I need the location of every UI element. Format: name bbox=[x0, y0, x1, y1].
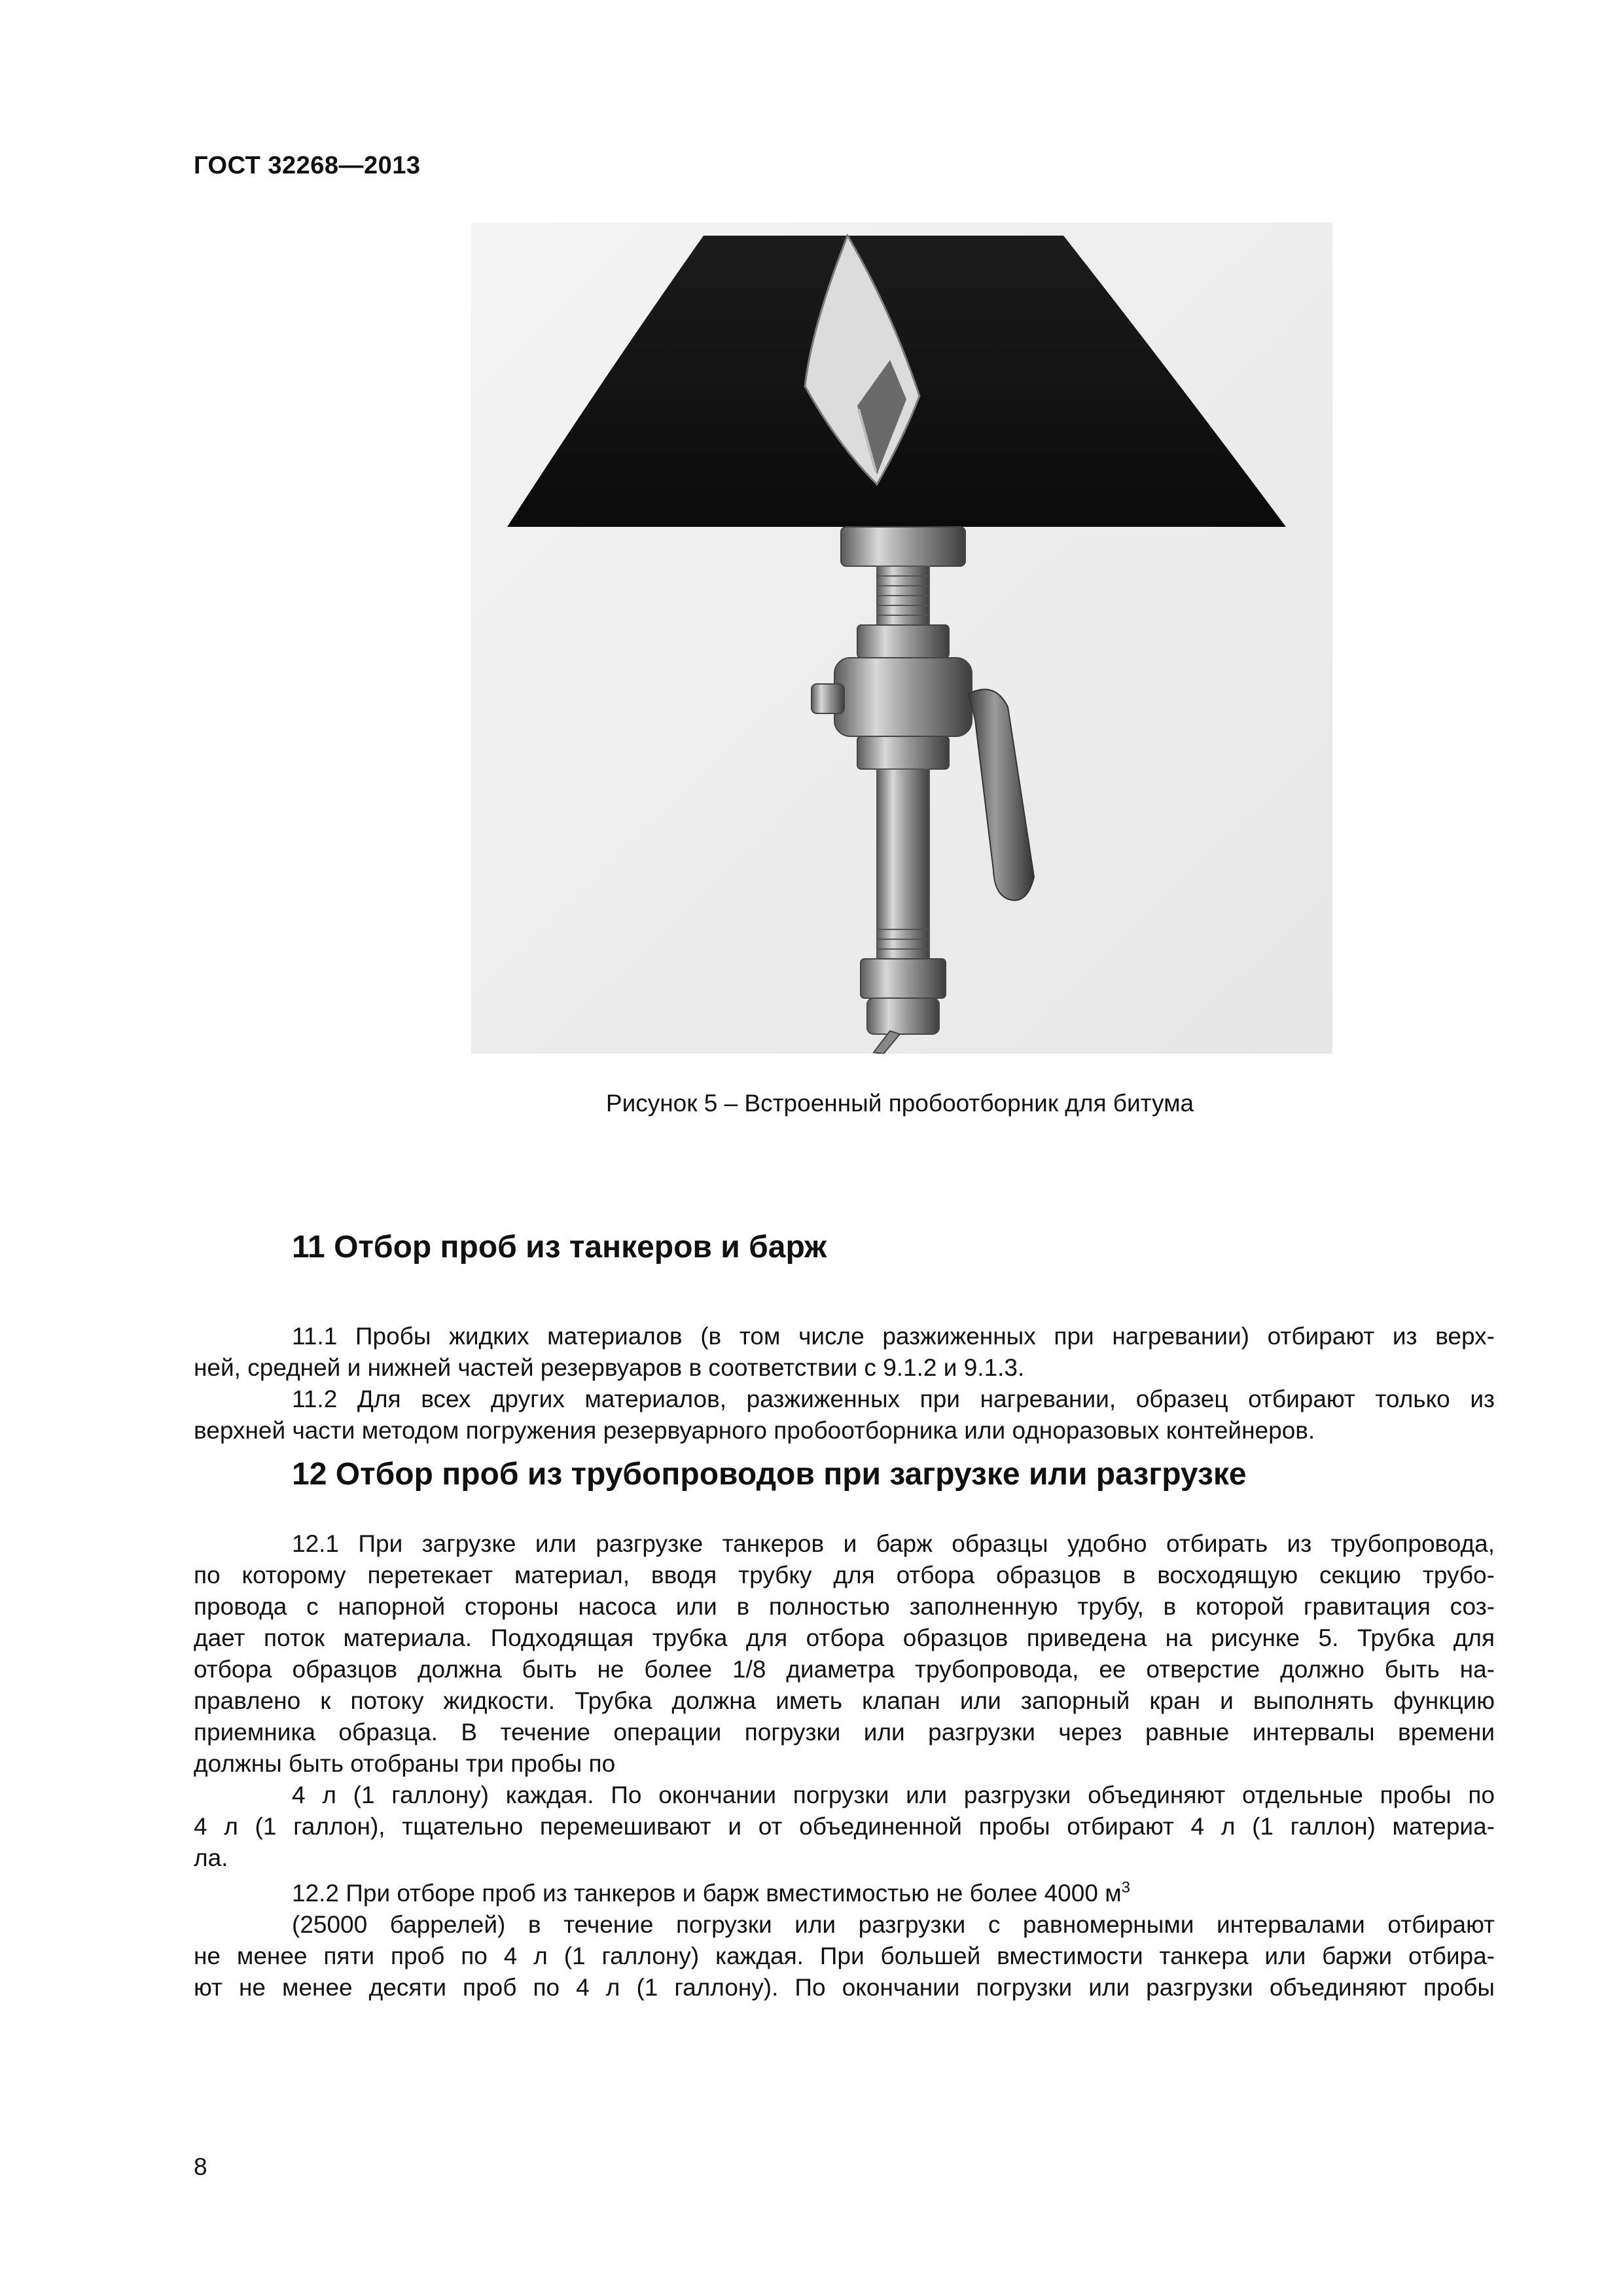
paragraph-line: правлено к потоку жидкости. Трубка должна иметь клапан или запорный кран и выполнять функцию bbox=[194, 1687, 1495, 1714]
paragraph-line: ла. bbox=[194, 1844, 228, 1871]
superscript: 3 bbox=[1121, 1878, 1130, 1897]
paragraph-line: (25000 баррелей) в течение погрузки или разгрузки с равномерными интервалами отбирают bbox=[292, 1911, 1495, 1938]
paragraph-line: по которому перетекает материал, вводя трубку для отбора образцов в восходящую секцию трубо- bbox=[194, 1562, 1495, 1588]
paragraph-line: ют не менее десяти проб по 4 л (1 галлону). По окончании погрузки или разгрузки объединяют пробы bbox=[194, 1974, 1495, 2001]
paragraph-line: 12.1 При загрузке или разгрузке танкеров и барж образцы удобно отбирать из трубопровода, bbox=[292, 1530, 1495, 1557]
section-11-paragraphs bbox=[194, 1321, 1495, 1446]
section-12-title: 12 Отбор проб из трубопроводов при загрузке или разгрузке bbox=[292, 1457, 1247, 1492]
paragraph-line: провода с напорной стороны насоса или в полностью заполненную трубу, в которой гравитация соз- bbox=[194, 1593, 1495, 1620]
paragraph-line: приемника образца. В течение операции погрузки или разгрузки через равные интервалы времени bbox=[194, 1719, 1495, 1746]
paragraph-line: 11.2 Для всех других материалов, разжиженных при нагревании, образец отбирают только из bbox=[292, 1386, 1495, 1412]
document-header: ГОСТ 32268—2013 bbox=[194, 152, 421, 179]
paragraph-line: должны быть отобраны три пробы по bbox=[194, 1750, 616, 1777]
paragraph-line: 4 л (1 галлону) каждая. По окончании погрузки или разгрузки объединяют отдельные пробы по bbox=[292, 1782, 1495, 1808]
paragraph-line: ней, средней и нижней частей резервуаров в соответствии с 9.1.2 и 9.1.3. bbox=[194, 1354, 1025, 1381]
paragraph-line bbox=[194, 1878, 1495, 1909]
paragraph-line: не менее пяти проб по 4 л (1 галлону) каждая. При большей вместимости танкера или баржи отбира- bbox=[194, 1943, 1495, 1969]
figure-bitumen-sampler bbox=[471, 223, 1332, 1054]
paragraph-line: верхней части методом погружения резервуарного пробоотборника или одноразовых контейнеров. bbox=[194, 1417, 1315, 1444]
section-11-title: 11 Отбор проб из танкеров и барж bbox=[292, 1230, 827, 1265]
paragraph-text: 12.2 При отборе проб из танкеров и барж вместимостью не более 4000 м bbox=[292, 1880, 1122, 1907]
paragraph-line: 11.1 Пробы жидких материалов (в том числе разжиженных при нагревании) отбирают из верх- bbox=[292, 1323, 1495, 1350]
paragraph-line: 4 л (1 галлон), тщательно перемешивают и от объединенной пробы отбирают 4 л (1 галлон) материа- bbox=[194, 1813, 1495, 1840]
paragraph-line: отбора образцов должна быть не более 1/8 диаметра трубопровода, ее отверстие должно быть на- bbox=[194, 1656, 1495, 1683]
paragraph-line: дает поток материала. Подходящая трубка для отбора образцов приведена на рисунке 5. Трубка для bbox=[194, 1624, 1495, 1651]
figure-caption: Рисунок 5 – Встроенный пробоотборник для битума bbox=[605, 1090, 1194, 1117]
bitumen-sampler-photo bbox=[471, 223, 1332, 1054]
page-number: 8 bbox=[194, 2153, 207, 2180]
section-12-paragraphs bbox=[194, 1528, 1495, 2003]
